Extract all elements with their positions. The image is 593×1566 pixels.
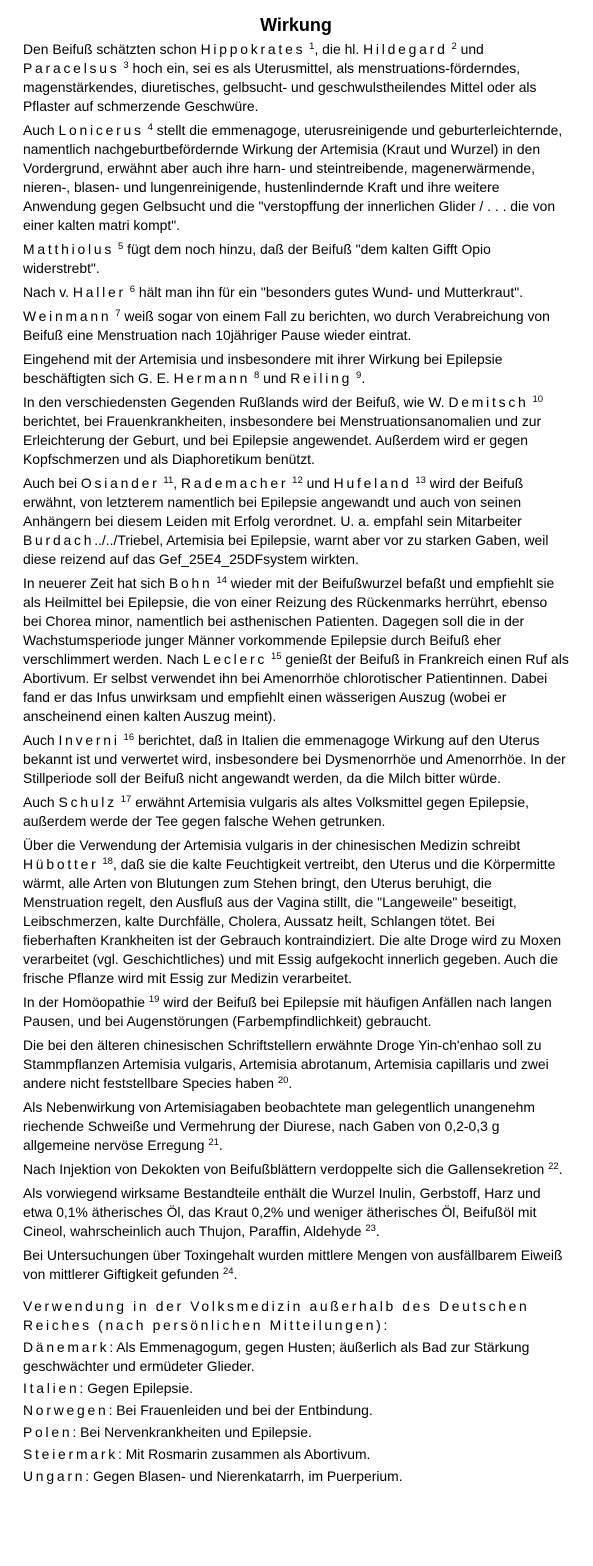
text-run: Den Beifuß schätzten schon: [23, 41, 201, 57]
text-run: berichtet, bei Frauenkrankheiten, insbesondere bei Menstruationsanomalien und zur Erleichterung der Geburt, und bei Epilepsie angewendet. Außerdem wird er gegen Kopfschmerzen und als Diaphoretikum benützt.: [23, 413, 542, 467]
text-run: In der Homöopathie: [23, 994, 149, 1010]
paragraph: [23, 474, 569, 569]
footnote-ref: 7: [115, 308, 121, 319]
text-run: .: [558, 1161, 563, 1177]
paragraph: [23, 993, 569, 1031]
paragraph: [23, 240, 569, 278]
volksmedizin-heading: Verwendung in der Volksmedizin außerhalb des Deutschen Reiches (nach persönlichen Mitteilungen):: [23, 1298, 530, 1333]
country-name: Steiermark: [23, 1446, 118, 1462]
footnote-ref: 17: [120, 794, 132, 805]
author-name: Demitsch: [448, 394, 529, 410]
footnote-ref: 23: [365, 1223, 376, 1234]
paragraph: [23, 1160, 569, 1179]
paragraph: [23, 1098, 569, 1155]
text-run: Bei Untersuchungen über Toxingehalt wurden mittlere Mengen von ausfällbarem Eiweiß von mittlerer Giftigkeit gefunden: [23, 1247, 563, 1282]
text-run: Auch: [23, 794, 59, 810]
footnote-ref: 10: [532, 394, 544, 405]
text-run: fügt dem noch hinzu, daß der Beifuß "dem kalten Gifft Opio widerstrebt".: [23, 241, 491, 276]
text-run: genießt der Beifuß in Frankreich einen Ruf als Abortivum. Er selbst verwendet ihn bei Amenorrhöe chlorotischer Patientinnen. Dabei fand er das Infus unwirksam und empfiehlt einen wässerigen Auszug (wobei er anscheinend einen kalten Auszug meint).: [23, 651, 569, 724]
text-run: Nach v.: [23, 284, 73, 300]
volksmedizin-item: Steiermark: Mit Rosmarin zusammen als Abortivum.: [23, 1446, 371, 1462]
volksmedizin-item: Dänemark: Als Emmenagogum, gegen Husten; äußerlich als Bad zur Stärkung geschwächter und ermüdeter Glieder.: [23, 1339, 530, 1374]
footnote-ref: 14: [216, 575, 227, 586]
section-gap: [23, 1289, 569, 1297]
text-run: .: [233, 1266, 238, 1282]
text-run: .: [218, 1137, 223, 1153]
usage-text: Gegen Blasen- und Nierenkatarrh, im Puerperium.: [92, 1468, 403, 1484]
text-run: Über die Verwendung der Artemisia vulgaris in der chinesischen Medizin schreibt: [23, 837, 521, 853]
footnote-ref: 12: [292, 475, 303, 486]
text-run: Eingehend mit der Artemisia und insbesondere mit ihrer Wirkung bei Epilepsie beschäftigten sich G. E.: [23, 351, 503, 386]
country-name: Polen: [23, 1424, 73, 1440]
paragraph: [23, 307, 569, 345]
footnote-ref: 1: [309, 41, 315, 52]
volksmedizin-item: Polen: Bei Nervenkrankheiten und Epilepsie.: [23, 1424, 312, 1440]
author-name: Leclerc: [202, 651, 268, 667]
usage-text: Bei Frauenleiden und bei der Entbindung.: [116, 1402, 373, 1418]
country-name: Ungarn: [23, 1468, 86, 1484]
footnote-ref: 3: [123, 60, 129, 71]
usage-text: Bei Nervenkrankheiten und Epilepsie.: [80, 1424, 312, 1440]
footnote-ref: 13: [415, 475, 426, 486]
footnote-ref: 5: [117, 241, 124, 252]
author-name: Hermann: [173, 370, 251, 386]
author-name: Weinmann: [23, 308, 112, 324]
author-name: Haller: [72, 284, 126, 300]
body-text: [23, 40, 569, 1284]
paragraph: [23, 393, 569, 469]
footnote-ref: 2: [451, 41, 457, 52]
footnote-ref: 18: [102, 856, 113, 867]
author-name: Burdach: [23, 532, 95, 548]
paragraph: [23, 1246, 569, 1284]
text-run: ,: [173, 475, 181, 491]
footnote-ref: 22: [548, 1161, 559, 1172]
page-title: Wirkung: [260, 15, 332, 35]
volksmedizin-item: Italien: Gegen Epilepsie.: [23, 1380, 194, 1396]
text-run: Auch bei: [23, 475, 81, 491]
footnote-ref: 24: [222, 1266, 234, 1277]
text-run: .: [361, 370, 366, 386]
text-run: , daß sie die kalte Feuchtigkeit vertreibt, den Uterus und die Körpermitte wärmt, alle Arten von Blutungen zum Stehen bringt, den Uterus beruhigt, die Menstruation regelt, den Ausfluß aus der Vagina stillt, die "Langeweile" beseitigt, Leibschmerzen, kalte Durchfälle, Cholera, Aussatz heilt, Schlangen tötet. Bei fieberhaften Krankheiten ist der Gebrauch kontraindiziert. Die alte Droge wird zu Moxen verarbeitet (vgl. Geschichtliches) und mit Essig aufgekocht innerlich gegeben. Auch die frische Pflanze wird mit Essig zur Medizin verarbeitet.: [23, 856, 562, 986]
author-name: Osiander: [80, 475, 160, 491]
text-run: Als vorwiegend wirksame Bestandteile enthält die Wurzel Inulin, Gerbstoff, Harz und etwa 0,1% ätherisches Öl, das Kraut 0,2% und weniger ätherisches Öl, Beifußöl mit Cineol, wahrscheinlich auch Thujon, Paraffin, Aldehyde: [23, 1185, 541, 1239]
text-run: In den verschiedensten Gegenden Rußlands wird der Beifuß, wie W.: [23, 394, 449, 410]
text-run: ../../Triebel, Artemisia bei Epilepsie, warnt aber vor zu starken Gaben, weil diese reizend auf das Gef_25E4_25DFsystem wirkten.: [23, 532, 549, 567]
footnote-ref: 8: [254, 370, 260, 381]
author-name: Hübotter: [23, 856, 99, 872]
text-run: .: [375, 1223, 380, 1239]
paragraph: [23, 350, 569, 388]
footnote-ref: 15: [270, 651, 282, 662]
author-name: Lonicerus: [58, 122, 144, 138]
paragraph: [23, 121, 569, 235]
paragraph: [23, 793, 569, 831]
author-name: Rademacher: [180, 475, 289, 491]
text-run: Auch: [23, 122, 59, 138]
text-run: hält man ihn für ein "besonders gutes Wund- und Mutterkraut".: [135, 284, 523, 300]
usage-text: Gegen Epilepsie.: [87, 1380, 194, 1396]
footnote-ref: 21: [208, 1137, 219, 1148]
text-run: Die bei den älteren chinesischen Schriftstellern erwähnte Droge Yin-ch'enhao soll zu Stammpflanzen Artemisia vulgaris, Artemisia abrotanum, Artemisia capillaris und zwei andere nicht feststellbare Species haben: [23, 1037, 549, 1091]
country-name: Italien: [23, 1380, 80, 1396]
author-name: Matthiolus: [23, 241, 115, 257]
author-name: Schulz: [58, 794, 117, 810]
footnote-ref: 20: [277, 1075, 289, 1086]
text-run: wird der Beifuß bei Epilepsie mit häufigen Anfällen nach langen Pausen, und bei Augenstörungen (Farbempfindlichkeit) gebraucht.: [23, 994, 552, 1029]
text-run: erwähnt Artemisia vulgaris als altes Volksmittel gegen Epilepsie, außerdem werde der Tee gegen falsche Wehen getrunken.: [23, 794, 529, 829]
text-run: wird der Beifuß erwähnt, von letzterem namentlich bei Epilepsie angewandt und auch von seinen Anhängern bei diesem Leiden mit Erfolg verordnet. U. a. empfahl sein Mitarbeiter: [23, 475, 524, 529]
author-name: Paracelsus: [23, 60, 120, 76]
text-run: .: [288, 1075, 293, 1091]
country-name: Dänemark: [23, 1339, 110, 1355]
footnote-ref: 6: [129, 284, 136, 295]
country-name: Norwegen: [23, 1402, 109, 1418]
footnote-ref: 4: [147, 122, 153, 133]
text-run: Auch: [23, 732, 59, 748]
text-run: wieder mit der Beifußwurzel befaßt und empfiehlt sie als Heilmittel bei Epilepsie, die von einer Reizung des Rückenmarks herrührt, ebenso bei Chorea minor, namentlich bei asthenischen Patienten. Dagegen soll die in der Wachstumsperiode junger Männer vorkommende Epilepsie durch Beifuß eher verschlimmert werden. Nach: [23, 575, 555, 667]
usage-text: Als Emmenagogum, gegen Husten; äußerlich als Bad zur Stärkung geschwächter und ermüdeter Glieder.: [23, 1339, 530, 1374]
text-run: berichtet, daß in Italien die emmenagoge Wirkung auf den Uterus bekannt ist und verwertet wird, insbesondere bei Dysmenorrhöe und Amenorrhöe. In der Stillperiode soll der Beifuß nicht angewandt werden, da die Milch bitter würde.: [23, 732, 566, 786]
volksmedizin-list: [23, 1338, 569, 1486]
usage-text: Mit Rosmarin zusammen als Abortivum.: [125, 1446, 371, 1462]
volksmedizin-item: Norwegen: Bei Frauenleiden und bei der Entbindung.: [23, 1402, 373, 1418]
footnote-ref: 9: [356, 370, 362, 381]
paragraph: [23, 836, 569, 988]
paragraph: [23, 40, 569, 116]
paragraph: [23, 1184, 569, 1241]
volksmedizin-item: Ungarn: Gegen Blasen- und Nierenkatarrh, im Puerperium.: [23, 1468, 403, 1484]
text-run: und: [302, 475, 334, 491]
paragraph: [23, 1036, 569, 1093]
author-name: Hildegard: [363, 41, 448, 57]
author-name: Hufeland: [333, 475, 412, 491]
text-run: weiß sogar von einem Fall zu berichten, wo durch Verabreichung von Beifuß eine Menstruation nach 10jähriger Pause wieder eintrat.: [23, 308, 550, 343]
footnote-ref: 11: [163, 475, 174, 486]
author-name: Inverni: [58, 732, 120, 748]
author-name: Bohn: [168, 575, 213, 591]
paragraph: [23, 731, 569, 788]
text-run: und: [259, 370, 291, 386]
footnote-ref: 16: [123, 732, 135, 743]
paragraph: [23, 574, 569, 726]
footnote-ref: 19: [148, 994, 160, 1005]
author-name: Reiling: [290, 370, 353, 386]
text-run: hoch ein, sei es als Uterusmittel, als menstruations-förderndes, magenstärkendes, diuretisches, gelbsucht- und geschwulstheilendes Mittel oder als Pflaster auf schmerzende Geschwüre.: [23, 60, 537, 114]
text-run: Nach Injektion von Dekokten von Beifußblättern verdoppelte sich die Gallensekretion: [23, 1161, 549, 1177]
text-run: und: [456, 41, 484, 57]
text-run: In neuerer Zeit hat sich: [23, 575, 169, 591]
text-run: stellt die emmenagoge, uterusreinigende und geburterleichternde, namentlich nachgeburtbefördernde Wirkung der Artemisia (Kraut und Wurzel) in den Vordergrund, erwähnt aber auch ihre harn- und steintreibende, magenerwärmende, nieren-, blasen- und lungenreinigende, hustenlindernde Kraft und ihre weitere Anwendung gegen Gelbsucht und die "verstopffung der innerlichen Glider / . . . die von einer kalten matri kompt".: [23, 122, 563, 233]
paragraph: [23, 283, 569, 302]
text-run: Als Nebenwirkung von Artemisiagaben beobachtete man gelegentlich unangenehm riechende Schweiße und Vermehrung der Diurese, nach Gaben von 0,2-0,3 g allgemeine nervöse Erregung: [23, 1099, 535, 1153]
author-name: Hippokrates: [200, 41, 306, 57]
text-run: , die hl.: [314, 41, 364, 57]
